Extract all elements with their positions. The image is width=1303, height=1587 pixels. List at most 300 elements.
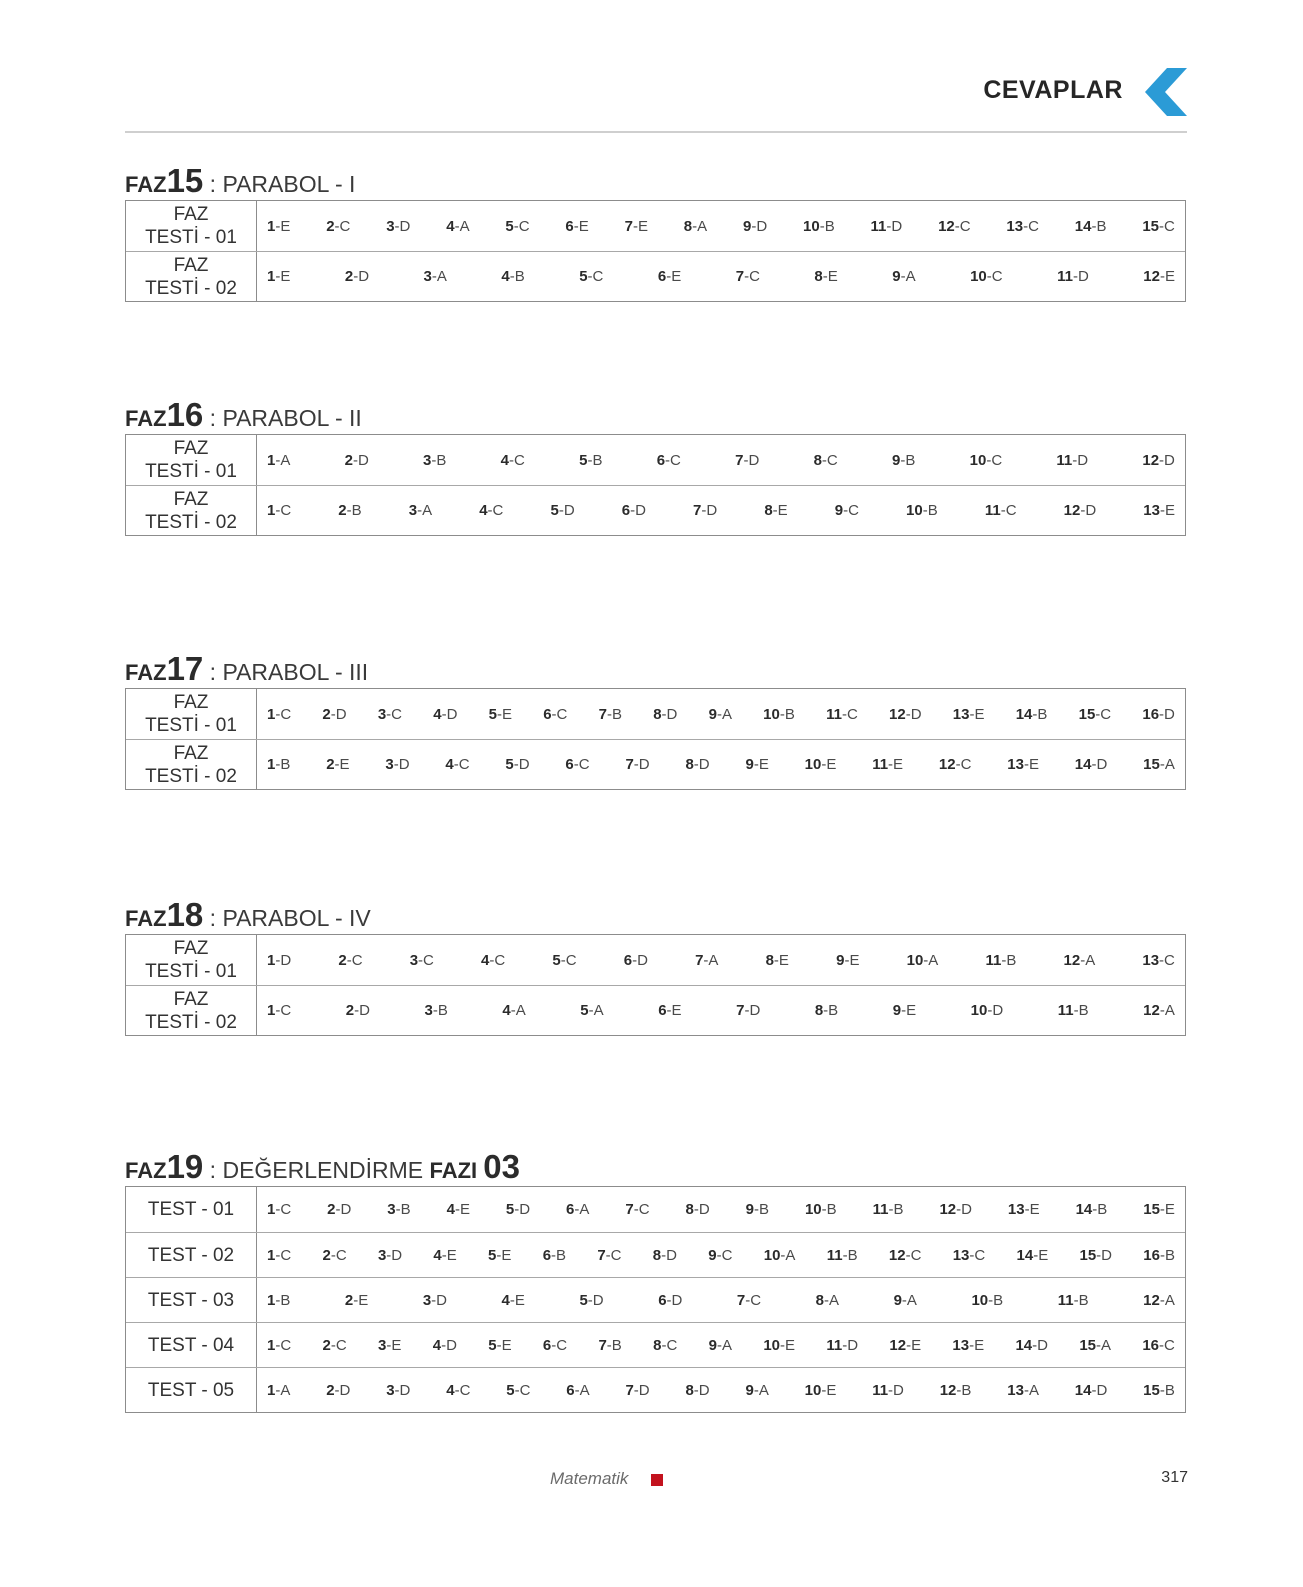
answer-dash: - <box>513 756 519 773</box>
section-title-num2: 03 <box>483 1148 520 1185</box>
row-label-line: FAZ <box>173 488 209 510</box>
answer-number: 10 <box>763 1246 781 1264</box>
answer-item <box>625 1382 649 1399</box>
answer-item <box>386 218 410 235</box>
answer-letter: B <box>1078 1002 1089 1019</box>
answer-item <box>624 952 648 969</box>
answer-dash: - <box>716 1246 722 1264</box>
answer-section <box>125 396 1188 536</box>
answer-dash: - <box>330 1336 336 1354</box>
answer-item <box>1075 218 1107 235</box>
row-label-line: TESTİ - 02 <box>145 765 237 787</box>
answer-dash: - <box>606 705 612 723</box>
answer-item <box>745 1382 768 1399</box>
answer-number: 7 <box>598 1336 607 1354</box>
answer-item <box>906 502 938 519</box>
table-row <box>126 739 1185 789</box>
answer-letter: A <box>1164 1291 1175 1309</box>
answer-dash: - <box>693 1381 699 1399</box>
answer-dash: - <box>986 268 992 285</box>
answer-letter: C <box>974 1246 986 1264</box>
answer-item <box>625 218 648 235</box>
answer-item <box>326 756 349 773</box>
answer-dash: - <box>487 502 493 519</box>
answer-letter: E <box>514 1291 525 1309</box>
answer-item <box>1015 1337 1048 1354</box>
answer-letter: A <box>1085 951 1096 969</box>
answer-item <box>684 218 707 235</box>
answer-letter: E <box>501 1246 512 1264</box>
answer-dash: - <box>1159 1201 1165 1218</box>
answer-letter: B <box>351 502 362 519</box>
answer-item <box>267 452 290 469</box>
answer-item <box>1016 706 1048 723</box>
answer-item <box>622 502 646 519</box>
answer-number: 13 <box>952 705 970 723</box>
answer-number: 8 <box>814 268 823 285</box>
answer-item <box>1075 756 1108 773</box>
answer-dash: - <box>275 502 281 519</box>
answer-item <box>424 268 447 285</box>
answer-letter: D <box>359 1002 370 1019</box>
answer-dash: - <box>353 268 359 285</box>
answer-item <box>345 268 369 285</box>
answer-number: 4 <box>446 217 455 235</box>
answer-dash: - <box>558 502 564 519</box>
answer-number: 10 <box>804 1381 822 1399</box>
answer-item <box>970 268 1003 285</box>
answer-item <box>599 706 622 723</box>
answer-dash: - <box>573 756 579 773</box>
answer-item <box>889 706 922 723</box>
answer-item <box>892 268 915 285</box>
answer-item <box>1142 952 1175 969</box>
row-label <box>126 935 257 985</box>
answer-dash: - <box>779 705 785 723</box>
answer-letter: B <box>784 705 795 723</box>
answer-item <box>488 1337 511 1354</box>
answer-item <box>1058 1292 1089 1309</box>
answer-table <box>125 434 1186 536</box>
answer-item <box>763 1337 795 1354</box>
answer-item <box>1007 756 1039 773</box>
answer-letter: B <box>514 268 525 285</box>
answer-dash: - <box>956 1201 962 1218</box>
answer-item <box>267 1201 291 1218</box>
answer-dash: - <box>824 1291 829 1309</box>
answer-number: 4 <box>500 451 509 469</box>
answer-number: 3 <box>424 1002 433 1019</box>
answer-item <box>1076 1201 1108 1218</box>
answer-dash: - <box>353 1291 359 1309</box>
answer-item <box>1143 1247 1175 1264</box>
answer-dash: - <box>275 451 281 469</box>
answer-number: 2 <box>338 951 347 969</box>
answer-item <box>1075 1382 1108 1399</box>
answer-item <box>826 706 858 723</box>
answer-letter: E <box>1029 1201 1040 1218</box>
answer-dash: - <box>842 1246 848 1264</box>
answer-dash: - <box>275 1336 281 1354</box>
answer-letter: B <box>847 1246 858 1264</box>
answer-dash: - <box>822 268 828 285</box>
answer-item <box>327 1201 351 1218</box>
answer-number: 12 <box>938 756 956 773</box>
answer-number: 9 <box>836 951 845 969</box>
row-label <box>126 1233 257 1277</box>
answer-dash: - <box>1095 705 1101 723</box>
answer-dash: - <box>956 1381 962 1399</box>
answer-number: 5 <box>579 451 588 469</box>
answer-dash: - <box>334 217 340 235</box>
table-row <box>126 485 1185 535</box>
answer-dash: - <box>1000 502 1006 519</box>
section-title-name: PARABOL - I <box>222 171 356 197</box>
answer-letter: E <box>671 268 682 285</box>
answer-number: 5 <box>488 1246 497 1264</box>
section-title-sep: : <box>203 659 223 685</box>
answer-letter: E <box>758 756 769 773</box>
table-row <box>126 1277 1185 1322</box>
answer-number: 14 <box>1016 1246 1034 1264</box>
answer-number: 6 <box>566 1201 575 1218</box>
answer-dash: - <box>969 1336 975 1354</box>
answer-item <box>1143 268 1175 285</box>
answer-number: 13 <box>1143 502 1160 519</box>
answer-letter: A <box>593 1002 604 1019</box>
answer-item <box>907 952 939 969</box>
answer-item <box>764 502 787 519</box>
answer-number: 1 <box>267 502 276 519</box>
answer-item <box>892 452 915 469</box>
answer-item <box>939 1201 972 1218</box>
answer-letter: D <box>698 756 710 773</box>
answer-dash: - <box>666 268 672 285</box>
answer-number: 3 <box>408 502 418 519</box>
answer-number: 9 <box>892 451 901 469</box>
answer-dash: - <box>489 951 495 969</box>
answer-item <box>505 218 529 235</box>
chevron-left-icon <box>1143 68 1187 116</box>
answer-number: 13 <box>1007 1201 1025 1218</box>
answer-letter: C <box>1028 217 1039 235</box>
answer-letter: A <box>422 502 433 519</box>
table-row <box>126 689 1185 739</box>
answer-number: 3 <box>423 451 432 469</box>
answer-number: 11 <box>1057 1291 1074 1309</box>
answer-number: 5 <box>506 1381 515 1399</box>
answer-item <box>970 452 1003 469</box>
answer-dash: - <box>886 217 892 235</box>
answer-letter: D <box>446 1336 457 1354</box>
answer-letter: B <box>905 451 916 469</box>
answer-number: 12 <box>1143 1002 1160 1019</box>
answer-dash: - <box>744 268 750 285</box>
answer-dash: - <box>821 1381 827 1399</box>
section-title <box>125 1148 1188 1186</box>
answer-item <box>267 1292 290 1309</box>
row-label-line: FAZ <box>173 438 209 459</box>
answer-letter: C <box>1100 705 1112 723</box>
answer-letter: B <box>280 1291 291 1309</box>
answer-dash: - <box>510 1002 516 1019</box>
answer-letter: D <box>671 1291 683 1309</box>
section-title-num: 17 <box>166 650 204 687</box>
answer-letter: A <box>436 268 447 285</box>
answer-item <box>889 1337 921 1354</box>
answer-letter: D <box>335 705 347 723</box>
answer-dash: - <box>633 756 639 773</box>
answer-list <box>257 1368 1185 1412</box>
answer-letter: D <box>756 217 768 235</box>
answer-letter: D <box>910 705 922 723</box>
table-row <box>126 1322 1185 1367</box>
answer-number: 3 <box>377 1246 387 1264</box>
answer-item <box>872 1382 904 1399</box>
answer-item <box>1006 218 1039 235</box>
answer-list <box>257 1323 1185 1367</box>
answer-number: 7 <box>625 1201 634 1218</box>
answer-number: 8 <box>652 1246 662 1264</box>
answer-item <box>814 452 838 469</box>
answer-dash: - <box>441 1246 447 1264</box>
answer-item <box>579 452 602 469</box>
answer-dash: - <box>819 217 825 235</box>
answer-number: 11 <box>872 1201 889 1218</box>
answer-letter: E <box>785 1336 796 1354</box>
row-label <box>126 1187 257 1232</box>
answer-dash: - <box>275 1201 281 1218</box>
answer-number: 12 <box>1142 451 1160 469</box>
answer-dash: - <box>1159 1291 1165 1309</box>
answer-letter: A <box>708 951 719 969</box>
answer-item <box>322 706 346 723</box>
row-label <box>126 986 257 1035</box>
answer-dash: - <box>1159 1336 1165 1354</box>
answer-item <box>579 268 603 285</box>
answer-dash: - <box>453 756 459 773</box>
answer-letter: D <box>638 756 650 773</box>
answer-dash: - <box>1024 1201 1030 1218</box>
answer-letter: E <box>1028 756 1039 773</box>
answer-item <box>872 756 903 773</box>
answer-dash: - <box>753 756 759 773</box>
answer-letter: D <box>339 1381 351 1399</box>
answer-item <box>267 502 291 519</box>
answer-number: 11 <box>1057 268 1073 285</box>
answer-letter: E <box>778 951 789 969</box>
answer-number: 3 <box>423 268 432 285</box>
answer-number: 8 <box>685 756 694 773</box>
answer-letter: E <box>906 1002 917 1019</box>
answer-number: 6 <box>657 268 667 285</box>
answer-item <box>267 1382 290 1399</box>
answer-number: 2 <box>326 217 335 235</box>
table-row <box>126 1232 1185 1277</box>
answer-number: 15 <box>1079 1246 1097 1264</box>
section-title-sep: : <box>203 1157 223 1183</box>
answer-item <box>410 952 434 969</box>
answer-number: 4 <box>432 1336 442 1354</box>
answer-item <box>814 268 837 285</box>
answer-item <box>826 1337 858 1354</box>
answer-item <box>709 706 732 723</box>
row-label-line: TESTİ - 01 <box>145 715 237 736</box>
answer-item <box>346 1002 370 1019</box>
answer-item <box>385 756 409 773</box>
answer-item <box>387 1201 410 1218</box>
answer-letter: D <box>280 951 292 969</box>
answer-letter: C <box>423 951 434 969</box>
answer-letter: D <box>398 756 410 773</box>
answer-dash: - <box>275 756 281 773</box>
answer-letter: B <box>1037 705 1048 723</box>
answer-number: 7 <box>625 1381 634 1399</box>
section-title-faz: FAZ <box>125 906 167 931</box>
answer-item <box>446 1382 470 1399</box>
answer-number: 10 <box>804 1201 822 1218</box>
answer-item <box>686 1201 710 1218</box>
answer-dash: - <box>1159 951 1165 969</box>
answer-item <box>953 1247 986 1264</box>
answer-letter: D <box>399 1381 411 1399</box>
answer-dash: - <box>1073 1002 1079 1019</box>
answer-item <box>267 706 291 723</box>
answer-number: 4 <box>433 1246 442 1264</box>
answer-list <box>257 486 1185 535</box>
answer-dash: - <box>587 451 593 469</box>
answer-dash: - <box>1159 217 1164 235</box>
section-title-num: 19 <box>166 1148 204 1185</box>
row-label-line: TEST - 04 <box>147 1334 235 1356</box>
answer-dash: - <box>633 1201 639 1218</box>
answer-item <box>447 1201 470 1218</box>
answer-item <box>326 218 350 235</box>
answer-number: 5 <box>488 705 497 723</box>
answer-item <box>424 1002 447 1019</box>
answer-item <box>338 502 361 519</box>
answer-item <box>940 1382 972 1399</box>
answer-letter: D <box>1096 756 1108 773</box>
answer-letter: E <box>391 1336 402 1354</box>
answer-dash: - <box>665 451 671 469</box>
answer-item <box>378 1337 401 1354</box>
answer-letter: D <box>436 1291 447 1309</box>
answer-letter: C <box>351 951 363 969</box>
answer-dash: - <box>509 268 515 285</box>
answer-number: 10 <box>906 951 924 969</box>
answer-dash: - <box>780 1246 786 1264</box>
answer-letter: C <box>280 705 292 723</box>
answer-item <box>386 1382 410 1399</box>
answer-number: 12 <box>1143 268 1160 285</box>
answer-number: 1 <box>267 1002 276 1019</box>
section-title-faz: FAZ <box>125 406 167 431</box>
answer-letter: B <box>1097 1201 1108 1218</box>
answer-letter: C <box>1005 502 1017 519</box>
answer-number: 3 <box>386 1381 395 1399</box>
answer-number: 1 <box>267 268 276 285</box>
answer-item <box>653 1337 677 1354</box>
row-label-line: TESTİ - 02 <box>145 277 237 299</box>
answer-letter: D <box>638 1381 650 1399</box>
row-label <box>126 1368 257 1412</box>
answer-letter: D <box>1101 1246 1113 1264</box>
answer-dash: - <box>551 1246 557 1264</box>
answer-dash: - <box>275 268 281 285</box>
row-label-line: FAZ <box>173 938 209 959</box>
answer-dash: - <box>780 1336 786 1354</box>
answer-dash: - <box>901 1002 907 1019</box>
answer-dash: - <box>901 1291 907 1309</box>
answer-letter: E <box>911 1336 922 1354</box>
answer-number: 13 <box>1142 951 1160 969</box>
answer-number: 2 <box>326 1381 335 1399</box>
answer-letter: E <box>1164 268 1175 285</box>
answer-item <box>763 706 795 723</box>
answer-number: 2 <box>322 1246 331 1264</box>
answer-number: 9 <box>708 1336 717 1354</box>
answer-letter: B <box>1164 1246 1175 1264</box>
answer-number: 15 <box>1143 1381 1160 1399</box>
answer-item <box>1143 1201 1175 1218</box>
answer-number: 5 <box>488 1336 497 1354</box>
answer-item <box>446 218 469 235</box>
answer-list <box>257 435 1185 485</box>
answer-item <box>267 1002 291 1019</box>
answer-item <box>625 756 649 773</box>
answer-item <box>433 1337 457 1354</box>
answer-dash: - <box>1092 1201 1098 1218</box>
answer-letter: C <box>459 1381 471 1399</box>
answer-letter: B <box>280 756 291 773</box>
row-label <box>126 435 257 485</box>
answer-number: 10 <box>803 217 820 235</box>
answer-number: 15 <box>1143 1201 1160 1218</box>
answer-letter: A <box>785 1246 796 1264</box>
answer-letter: C <box>565 951 577 969</box>
answer-letter: E <box>974 705 985 723</box>
answer-number: 3 <box>409 951 419 969</box>
section-title-faz: FAZ <box>125 1158 167 1183</box>
answer-letter: C <box>280 1336 292 1354</box>
answer-number: 12 <box>889 705 906 723</box>
answer-item <box>552 952 576 969</box>
answer-item <box>566 1201 589 1218</box>
answer-dash: - <box>496 1246 502 1264</box>
answer-item <box>658 1292 682 1309</box>
section-title <box>125 650 1188 688</box>
answer-table <box>125 688 1186 790</box>
answer-number: 12 <box>889 1336 907 1354</box>
answer-item <box>580 1002 603 1019</box>
answer-letter: C <box>721 1246 733 1264</box>
answer-dash: - <box>354 1002 360 1019</box>
answer-number: 6 <box>658 1002 667 1019</box>
answer-dash: - <box>418 951 424 969</box>
answer-dash: - <box>441 1336 447 1354</box>
answer-table <box>125 200 1186 302</box>
answer-number: 8 <box>815 1291 824 1309</box>
answer-letter: C <box>991 268 1003 285</box>
row-label-line: FAZ <box>173 988 209 1010</box>
answer-number: 1 <box>267 1336 276 1354</box>
answer-number: 8 <box>653 1336 662 1354</box>
answer-dash: - <box>923 951 929 969</box>
answer-dash: - <box>753 1381 759 1399</box>
answer-letter: E <box>671 1002 682 1019</box>
row-label <box>126 252 257 301</box>
